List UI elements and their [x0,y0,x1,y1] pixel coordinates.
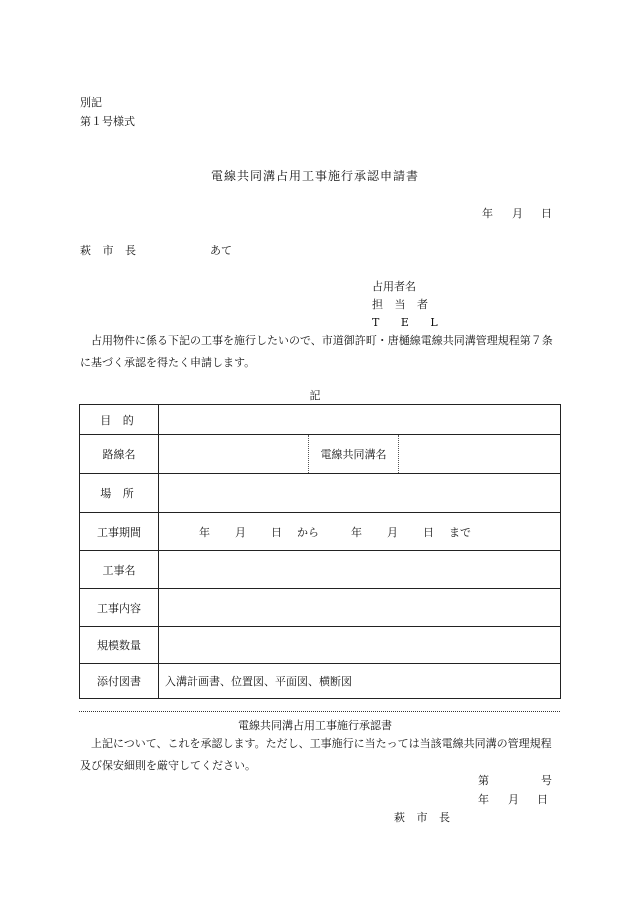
scale-label: 規模数量 [80,627,159,664]
period-from-year: 年 [199,526,210,539]
approval-issuer: 萩 市 長 [394,811,454,824]
person-in-charge-label: 担 当 者 [372,298,432,311]
request-text: 占用物件に係る下記の工事を施行したいので、市道御許町・唐樋線電線共同溝管理規程第７条に基づく承認を得たく申請します。 [80,334,553,369]
approval-day: 日 [537,793,548,806]
addressee-suffix: あて [210,244,232,257]
application-table [79,404,561,699]
table-row [80,405,561,435]
date-day: 日 [541,207,552,220]
purpose-label: 目 的 [80,405,159,435]
table-row [80,664,561,699]
work-name-field[interactable] [159,551,561,589]
annex-label: 別記 [80,96,102,109]
route-label: 路線名 [80,435,159,474]
table-row [80,589,561,627]
tel-label: T E L [372,316,447,329]
period-field[interactable] [159,513,561,551]
approval-number-prefix: 第 [478,774,489,787]
table-row [80,435,561,474]
table-row [80,513,561,551]
location-field[interactable] [159,474,561,513]
table-row [80,474,561,513]
period-label: 工事期間 [80,513,159,551]
attachments-label: 添付図書 [80,664,159,699]
period-from-word: から [297,526,319,539]
table-row [80,551,561,589]
route-field[interactable] [159,435,309,474]
period-from-month: 月 [235,526,246,539]
date-year: 年 [482,207,493,220]
approval-year: 年 [478,793,489,806]
period-to-year: 年 [351,526,362,539]
conduit-label: 電線共同溝名 [309,435,399,474]
ki-label: 記 [309,389,321,402]
purpose-field[interactable] [159,405,561,435]
approval-number-suffix: 号 [541,774,552,787]
scale-field[interactable] [159,627,561,664]
page-title: 電線共同溝占用工事施行承認申請書 [210,169,419,183]
location-label: 場 所 [80,474,159,513]
occupant-label: 占用者名 [372,280,416,293]
approval-month: 月 [508,793,519,806]
attachments-field: 入溝計画書、位置図、平面図、横断図 [159,664,561,699]
work-content-field[interactable] [159,589,561,627]
period-to-day: 日 [423,526,434,539]
divider [79,711,560,712]
form-number: 第１号様式 [80,115,135,128]
period-to-month: 月 [387,526,398,539]
approval-text: 上記について、これを承認します。ただし、工事施行に当たっては当該電線共同溝の管理規程及び保安細則を厳守してください。 [80,737,552,772]
addressee-name: 萩 市 長 [80,244,140,257]
work-name-label: 工事名 [80,551,159,589]
approval-title: 電線共同溝占用工事施行承認書 [238,719,392,732]
date-month: 月 [512,207,523,220]
conduit-field[interactable] [399,435,561,474]
period-from-day: 日 [271,526,282,539]
period-to-word: まで [449,526,471,539]
work-content-label: 工事内容 [80,589,159,627]
table-row [80,627,561,664]
